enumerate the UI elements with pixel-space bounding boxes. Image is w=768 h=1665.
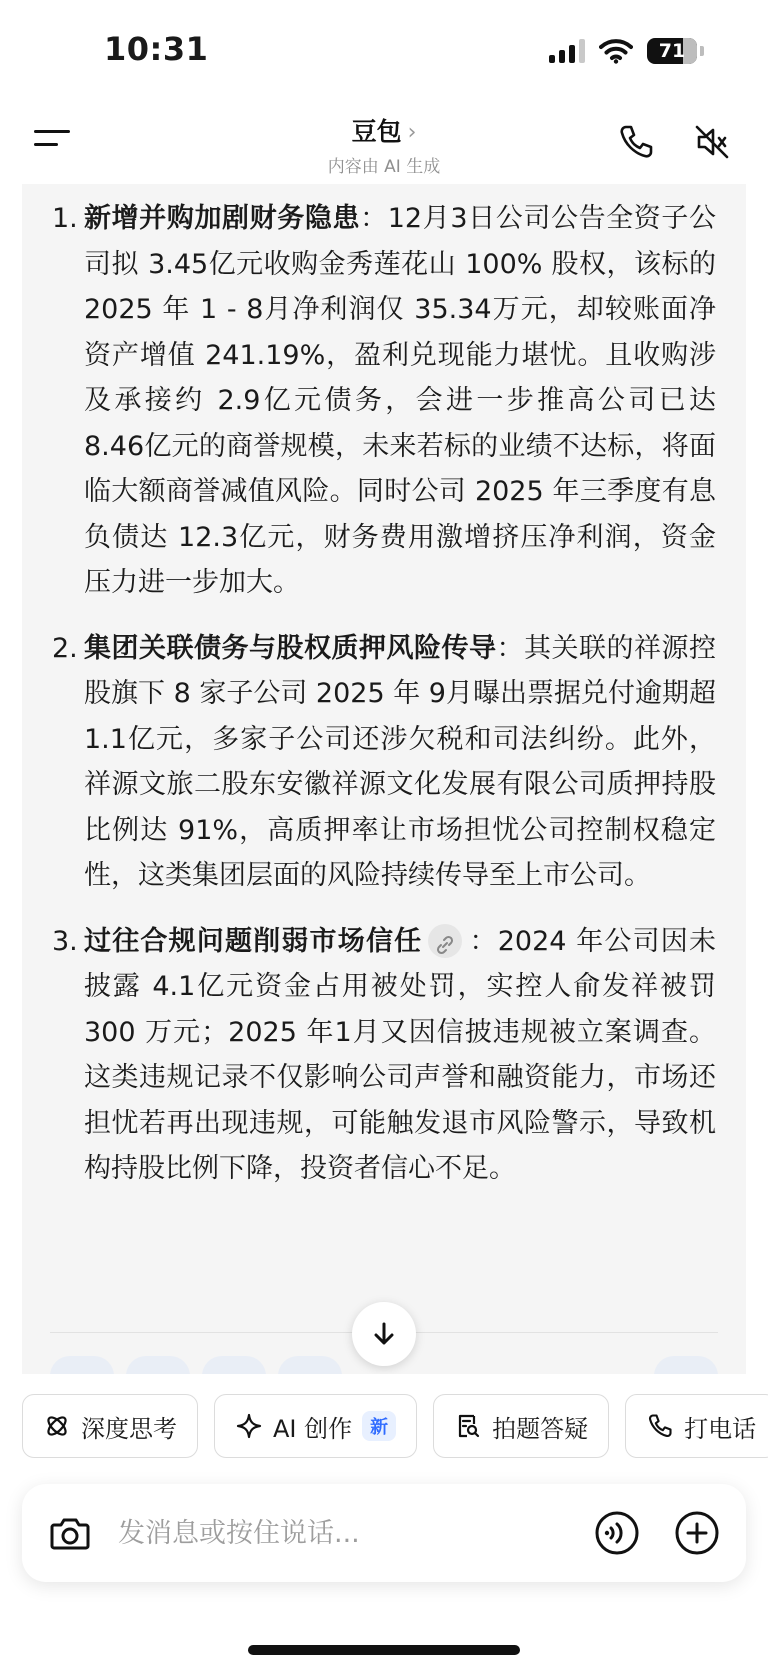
action-chip[interactable] (50, 1356, 114, 1374)
new-badge: 新 (362, 1411, 396, 1441)
bot-name: 豆包 (351, 117, 402, 146)
call-chip[interactable] (625, 1394, 768, 1458)
chip-label: 拍题答疑 (492, 1414, 589, 1443)
scroll-to-bottom-button[interactable] (352, 1302, 416, 1366)
item-number: 1. (52, 203, 78, 234)
speaker-muted-icon[interactable] (692, 122, 732, 162)
message-input[interactable] (118, 1510, 558, 1556)
item-title: 新增并购加剧财务隐患 (84, 203, 361, 234)
item-separator: ： (468, 925, 498, 957)
item-body: 其关联的祥源控股旗下 8 家子公司 2025 年 9月曝出票据兑付逾期超 1.1亿元，多家子公司还涉欠税和司法纠纷。此外，祥源文旅二股东安徽祥源文化发展有限公司质押持股比例达 91%，高质押率让市场担忧公司控制权稳定性，这类集团层面的风险持续传导至上市公司。 (84, 632, 716, 891)
item-separator: ： (360, 203, 388, 234)
action-chip[interactable] (126, 1356, 190, 1374)
chat-header (0, 100, 768, 184)
answer-item (52, 919, 716, 1192)
item-title: 过往合规问题削弱市场信任 (84, 925, 423, 957)
phone-call-icon[interactable] (616, 122, 656, 162)
deep-think-chip[interactable] (22, 1394, 198, 1458)
composer-area (0, 1374, 768, 1665)
battery-icon (647, 38, 697, 64)
battery-cap (700, 46, 704, 56)
message-input-bar (22, 1484, 746, 1582)
quick-action-chips (22, 1394, 768, 1458)
chip-label: 打电话 (684, 1414, 757, 1443)
sparkle-icon (235, 1412, 263, 1440)
wifi-icon (599, 38, 633, 64)
chevron-right-icon: › (407, 120, 417, 145)
status-time: 10:31 (104, 30, 209, 68)
action-chip[interactable] (654, 1356, 718, 1374)
chip-label: 深度思考 (81, 1414, 177, 1443)
photo-question-chip[interactable] (433, 1394, 609, 1458)
chip-label: AI 创作 (273, 1414, 353, 1443)
arrow-down-icon (370, 1320, 398, 1348)
cellular-signal-icon (549, 39, 585, 63)
photo-search-icon (454, 1412, 482, 1440)
source-link-icon[interactable] (428, 924, 462, 958)
answer-list (22, 184, 746, 1192)
answer-card (22, 184, 746, 1374)
item-separator: ： (496, 632, 524, 664)
action-chip[interactable] (278, 1356, 342, 1374)
item-text (84, 196, 716, 606)
status-bar (0, 0, 768, 100)
action-chip[interactable] (202, 1356, 266, 1374)
plus-icon[interactable] (674, 1510, 720, 1556)
item-number: 2. (52, 632, 78, 664)
item-number: 3. (52, 925, 78, 957)
item-title: 集团关联债务与股权质押风险传导 (84, 632, 497, 664)
answer-item (52, 196, 716, 606)
home-indicator (248, 1645, 520, 1655)
status-icons (549, 38, 704, 64)
camera-icon[interactable] (48, 1511, 92, 1555)
item-body: 2024 年公司因未披露 4.1亿元资金占用被处罚，实控人俞发祥被罚 300 万元；2025 年1月又因信披违规被立案调查。这类违规记录不仅影响公司声誉和融资能力，市场还担忧若再出现违规，可能触发退市风险警示，导致机构持股比例下降，投资者信心不足。 (84, 925, 717, 1184)
answer-item (52, 626, 716, 899)
voice-input-icon[interactable] (594, 1510, 640, 1556)
item-body: 12月3日公司公告全资子公司拟 3.45亿元收购金秀莲花山 100% 股权，该标的 2025 年 1 - 8月净利润仅 35.34万元，却较账面净资产增值 241.19%，盈利兑现能力堪忧。且收购涉及承接约 2.9亿元债务，会进一步推高公司已达 8.46亿元的商誉规模，未来若标的业绩不达标，将面临大额商誉减值风险。同时公司 2025 年三季度有息负债达 12.3亿元，财务费用激增挤压净利润，资金压力进一步加大。 (84, 203, 717, 598)
battery-level: 71 (658, 40, 686, 62)
ai-create-chip[interactable] (214, 1394, 417, 1458)
item-text (84, 919, 716, 1192)
ai-generated-notice: 内容由 AI 生成 (327, 157, 441, 177)
phone-icon (646, 1412, 674, 1440)
item-text (84, 626, 716, 899)
atom-icon (43, 1412, 71, 1440)
